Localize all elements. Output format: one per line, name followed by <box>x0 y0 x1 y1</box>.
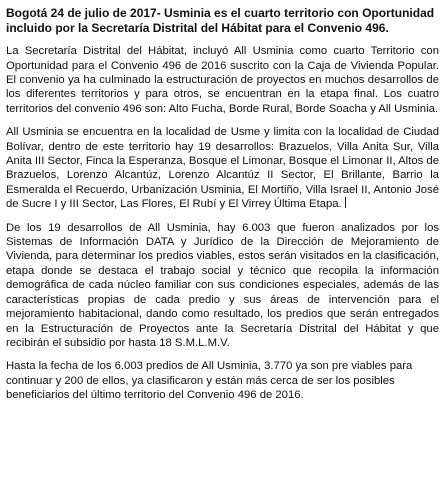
article <box>6 6 439 412</box>
paragraph-analysis: De los 19 desarrollos de All Usminia, hay 6.003 que fueron analizados por los Sistemas de Información DATA y Jurídico de la Dirección de Mejoramiento de Vivienda, para determinar los predios viables, estos serán visitados en la clasificación, etapa donde se destaca el trabajo social y técnico que recopila la información demográfica de cada núcleo familiar con sus condiciones especiales, además de las características propias de cada predio y sus áreas de intervención para el mejoramiento habitacional, dando como resultado, los predios que serán entregados en la Estructuración de Proyectos ante la Secretaría Distrital del Hábitat y que recibirán el subsidio por hasta 18 S.M.L.M.V. <box>6 221 439 349</box>
article-title: Bogotá 24 de julio de 2017- Usminia es el cuarto territorio con Oportunidad incluido por la Secretaría Distrital del Hábitat para el Convenio 496. <box>6 6 435 35</box>
text-cursor <box>345 197 346 208</box>
paragraph-intro: La Secretaría Distrital del Hábitat, incluyó All Usminia como cuarto Territorio con Oportunidad para el Convenio 496 de 2016 suscrito con la Caja de Vivienda Popular. El convenio ya ha culminado la estructuración de proyectos en muchos desarrollos de los diferentes territorios y para otros, se encuentran en la etapa final. Los cuatro territorios del convenio 496 son: Alto Fucha, Borde Rural, Borde Soacha y All Usminia. <box>6 45 439 115</box>
paragraph-developments <box>6 125 439 211</box>
paragraph-developments-text: All Usminia se encuentra en la localidad de Usme y limita con la localidad de Ciudad Bolívar, dentro de este territorio hay 19 desarrollos: Brazuelos, Villa Anita Sur, Villa Anita III Sector, Finca la Esperanza, Bosque el Limonar, Bosque el Limonar II, Altos de Brazuelos, Lorenzo Alcantúz, Lorenzo Alcantúz II Sector, El Brillante, Barrio la Esmeralda el Recuerdo, Urbanización Usminia, El Mortiño, Villa Israel II, Antonio José de Sucre I y III Sector, Las Flores, El Rubí y El Virrey Última Etapa. <box>6 126 439 211</box>
paragraph-status: Hasta la fecha de los 6.003 predios de All Usminia, 3.770 ya son pre viables para continuar y 200 de ellos, ya clasificaron y están más cerca de ser los posibles beneficiarios del último territorio del Convenio 496 de 2016. <box>6 360 413 402</box>
